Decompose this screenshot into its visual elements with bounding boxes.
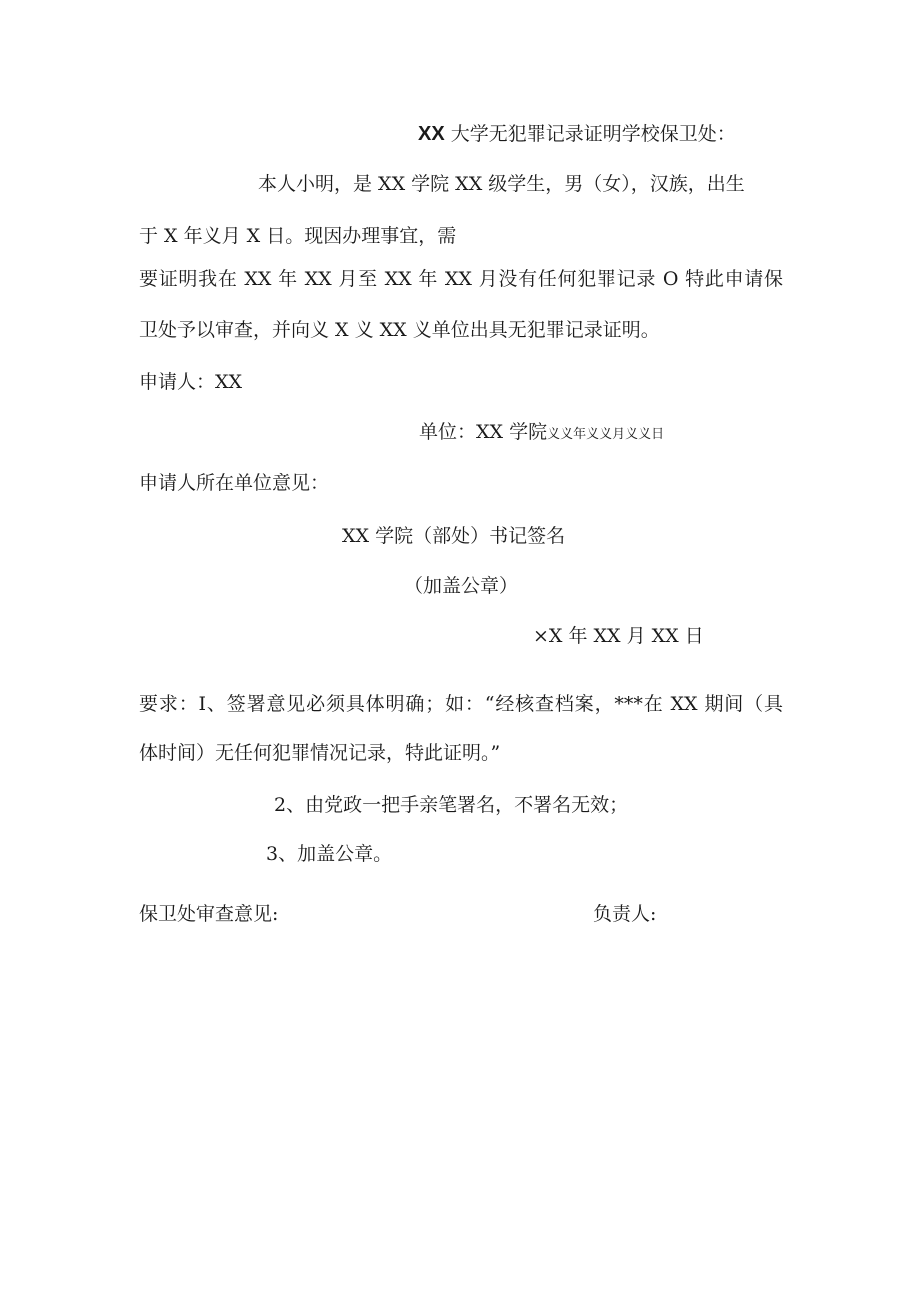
body-para2-line1: 要证明我在 XX 年 XX 月至 XX 年 XX 月没有任何犯罪记录 O 特此申请保 (139, 268, 783, 290)
responsible-person-label: 负责人: (593, 903, 657, 925)
unit-date: 义义年义义月义义日 (547, 427, 665, 442)
unit-name: 单位：XX 学院 (419, 421, 548, 443)
document-title (418, 122, 736, 146)
body-para2-line2: 卫处予以审查，并向义 X 义 XX 义单位出具无犯罪记录证明。 (139, 319, 660, 341)
requirements-line2: 体时间）无任何犯罪情况记录，特此证明。” (139, 742, 501, 764)
applicant-label: 申请人：XX (139, 371, 243, 393)
requirements-line1: 要求：I、签署意见必须具体明确；如：“经核查档案，***在 XX 期间（具 (139, 693, 783, 715)
body-para1-line1: 本人小明，是 XX 学院 XX 级学生，男（女），汉族，出生 (258, 173, 745, 195)
requirements-item3: 3、加盖公章。 (266, 843, 393, 865)
unit-opinion-label: 申请人所在单位意见： (139, 472, 330, 494)
title-prefix: XX (418, 123, 445, 145)
requirements-item2: 2、由党政一把手亲笔署名，不署名无效； (274, 794, 629, 816)
security-review-label: 保卫处审查意见: (139, 903, 279, 925)
body-para1-line2: 于 X 年义月 X 日。现因办理事宜，需 (139, 225, 457, 247)
unit-date-line: ×X 年 XX 月 XX 日 (533, 625, 704, 647)
unit-signature-line: XX 学院（部处）书记签名 (342, 525, 566, 547)
unit-seal-line: （加盖公章） (404, 575, 519, 597)
title-text: 大学无犯罪记录证明学校保卫处： (444, 123, 736, 145)
applicant-unit (419, 420, 664, 447)
